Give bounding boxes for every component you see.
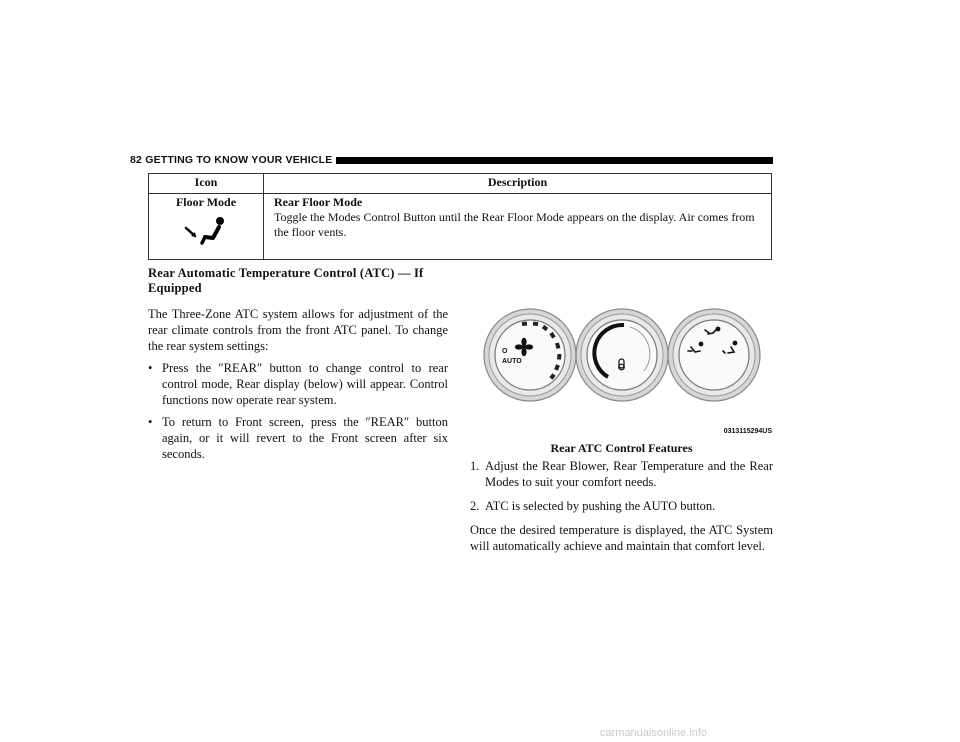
steps-section	[470, 458, 773, 560]
bullet-text: Press the ″REAR″ button to change control to rear control mode, Rear display (below) will appear. Control functions now operate rear system.	[162, 361, 448, 407]
figure-caption: Rear ATC Control Features	[550, 441, 693, 455]
description-text: Toggle the Modes Control Button until the Rear Floor Mode appears on the display. Air comes from the floor vents.	[274, 210, 755, 239]
list-item	[470, 498, 773, 514]
page-number-title: 82 GETTING TO KNOW YOUR VEHICLE	[130, 154, 333, 166]
step-text: Adjust the Rear Blower, Rear Temperature and the Rear Modes to suit your comfort needs.	[485, 459, 773, 489]
list-item: • Press the ″REAR″ button to change control to rear control mode, Rear display (below) will appear. Control functions now operate rear system.	[148, 361, 448, 407]
figure-code: 0313115294US	[723, 428, 772, 435]
list-item	[470, 458, 773, 490]
page-header	[130, 153, 773, 167]
col-header-icon: Icon	[149, 174, 264, 194]
header-rule	[336, 157, 773, 164]
closing-paragraph: Once the desired temperature is displayed, the ATC System will automatically achieve and maintain that comfort level.	[470, 523, 773, 553]
mode-knob	[668, 309, 760, 401]
description-cell	[264, 194, 772, 260]
steps-list	[470, 458, 773, 514]
list-item: • To return to Front screen, press the ″REAR″ button again, or it will revert to the Front screen after six seconds.	[148, 415, 448, 461]
step-number: 1.	[470, 459, 480, 473]
watermark: carmanualsonline.info	[600, 727, 708, 739]
icon-cell	[149, 194, 264, 260]
rear-atc-figure	[472, 297, 774, 437]
table-header-row	[149, 174, 772, 194]
step-text: ATC is selected by pushing the AUTO button.	[485, 499, 716, 513]
knob-auto-label: AUTO	[502, 358, 522, 365]
floor-mode-icon	[183, 216, 229, 246]
knob-off-label: O	[502, 348, 508, 355]
col-header-description: Description	[264, 174, 772, 194]
blower-knob	[484, 309, 576, 401]
section-heading: Rear Automatic Temperature Control (ATC) — If Equipped	[148, 266, 424, 295]
icon-description-table	[148, 173, 772, 260]
temperature-knob	[576, 309, 668, 401]
bullet-text: To return to Front screen, press the ″REAR″ button again, or it will revert to the Front screen after six seconds.	[162, 415, 448, 461]
rear-atc-controls-illustration	[472, 297, 774, 437]
icon-label: Floor Mode	[175, 195, 237, 209]
description-title: Rear Floor Mode	[274, 195, 363, 209]
left-column	[148, 266, 448, 468]
table-row	[149, 194, 772, 260]
intro-paragraph: The Three-Zone ATC system allows for adjustment of the rear climate controls from the front ATC panel. To change the rear system settings:	[148, 307, 448, 353]
step-number: 2.	[470, 499, 480, 513]
bullet-list	[148, 360, 448, 462]
